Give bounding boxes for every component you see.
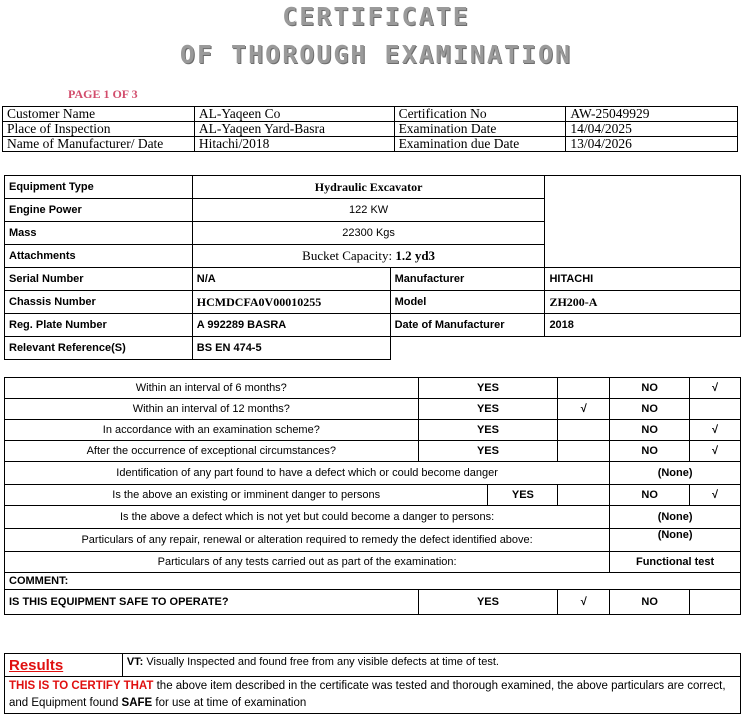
model-label: Model: [390, 291, 545, 314]
model-value: ZH200-A: [545, 291, 741, 314]
serial-value: N/A: [192, 268, 390, 291]
plate-value: A 992289 BASRA: [192, 314, 390, 337]
manufacturer-field-label: Manufacturer: [390, 268, 545, 291]
blank-cell: [558, 378, 610, 399]
check-mark: √: [558, 399, 610, 420]
chassis-value: HCMDCFA0V00010255: [192, 291, 390, 314]
cert-value: AW-25049929: [566, 107, 738, 122]
customer-value: AL-Yaqeen Co: [194, 107, 394, 122]
no-cell: NO: [610, 420, 690, 441]
examination-questions-table: [4, 377, 741, 615]
blank-cell: [690, 399, 741, 420]
yes-cell: YES: [418, 420, 558, 441]
equipment-type-value: Hydraulic Excavator: [192, 176, 545, 199]
results-table: [4, 653, 741, 714]
visual-inspection-note: VT: Visually Inspected and found free from any visible defects at time of test.: [122, 654, 740, 677]
engine-power-value: 122 KW: [192, 199, 545, 222]
results-label: Results: [5, 654, 123, 677]
attachments-value: Bucket Capacity: 1.2 yd3: [192, 245, 545, 268]
certificate-title-line1: CERTIFICATE: [282, 2, 470, 31]
question-existing-danger: Is the above an existing or imminent danger to persons: [5, 485, 488, 506]
plate-label: Reg. Plate Number: [5, 314, 193, 337]
header-table: [2, 106, 738, 152]
page-indicator: PAGE 1 OF 3: [68, 87, 138, 101]
blank-cell: [690, 590, 741, 615]
place-label: Place of Inspection: [3, 122, 195, 137]
exam-date-value: 14/04/2025: [566, 122, 738, 137]
due-date-label: Examination due Date: [394, 137, 566, 152]
check-mark: √: [690, 485, 741, 506]
question-defect-identification: Identification of any part found to have a defect which or could become danger: [5, 462, 610, 485]
question-6-months: Within an interval of 6 months?: [5, 378, 419, 399]
safe-to-operate-label: IS THIS EQUIPMENT SAFE TO OPERATE?: [5, 590, 419, 615]
serial-label: Serial Number: [5, 268, 193, 291]
check-mark: √: [690, 441, 741, 462]
no-cell: NO: [610, 378, 690, 399]
attachments-label: Attachments: [5, 245, 193, 268]
no-cell: NO: [610, 485, 690, 506]
check-mark: √: [690, 378, 741, 399]
exam-date-label: Examination Date: [394, 122, 566, 137]
question-exceptional: After the occurrence of exceptional circumstances?: [5, 441, 419, 462]
question-12-months: Within an interval of 12 months?: [5, 399, 419, 420]
cert-label: Certification No: [394, 107, 566, 122]
date-of-manufacturer-label: Date of Manufacturer: [390, 314, 545, 337]
mass-value: 22300 Kgs: [192, 222, 545, 245]
certificate-title-line2: OF THOROUGH EXAMINATION: [179, 40, 573, 69]
no-cell: NO: [610, 399, 690, 420]
equipment-blank-cell: [545, 176, 741, 268]
yes-cell: YES: [418, 441, 558, 462]
comment-label: COMMENT:: [5, 573, 741, 590]
check-mark: √: [558, 590, 610, 615]
answer-none: (None): [610, 529, 741, 552]
blank-cell: [390, 337, 545, 360]
answer-none: (None): [610, 462, 741, 485]
manufacturer-field-value: HITACHI: [545, 268, 741, 291]
yes-cell: YES: [418, 590, 558, 615]
question-exam-scheme: In accordance with an examination scheme?: [5, 420, 419, 441]
equipment-type-label: Equipment Type: [5, 176, 193, 199]
no-cell: NO: [610, 441, 690, 462]
question-tests-particulars: Particulars of any tests carried out as part of the examination:: [5, 552, 610, 573]
answer-none: (None): [610, 506, 741, 529]
mass-label: Mass: [5, 222, 193, 245]
blank-cell: [558, 485, 610, 506]
equipment-table: [4, 175, 741, 360]
blank-cell: [545, 337, 741, 360]
reference-value: BS EN 474-5: [192, 337, 390, 360]
question-repair-particulars: Particulars of any repair, renewal or alteration required to remedy the defect identified above:: [5, 529, 610, 552]
yes-cell: YES: [418, 399, 558, 420]
manufacturer-label: Name of Manufacturer/ Date: [3, 137, 195, 152]
no-cell: NO: [610, 590, 690, 615]
check-mark: √: [690, 420, 741, 441]
blank-cell: [558, 420, 610, 441]
answer-functional-test: Functional test: [610, 552, 741, 573]
engine-power-label: Engine Power: [5, 199, 193, 222]
question-future-danger: Is the above a defect which is not yet but could become a danger to persons:: [5, 506, 610, 529]
certify-statement: THIS IS TO CERTIFY THAT the above item described in the certificate was tested and thorough examined, the above particulars are correct, and Equipment found SAFE for use at time of examination: [5, 677, 741, 714]
customer-label: Customer Name: [3, 107, 195, 122]
chassis-label: Chassis Number: [5, 291, 193, 314]
yes-cell: YES: [488, 485, 558, 506]
yes-cell: YES: [418, 378, 558, 399]
reference-label: Relevant Reference(S): [5, 337, 193, 360]
date-of-manufacturer-value: 2018: [545, 314, 741, 337]
manufacturer-value: Hitachi/2018: [194, 137, 394, 152]
blank-cell: [558, 441, 610, 462]
due-date-value: 13/04/2026: [566, 137, 738, 152]
place-value: AL-Yaqeen Yard-Basra: [194, 122, 394, 137]
